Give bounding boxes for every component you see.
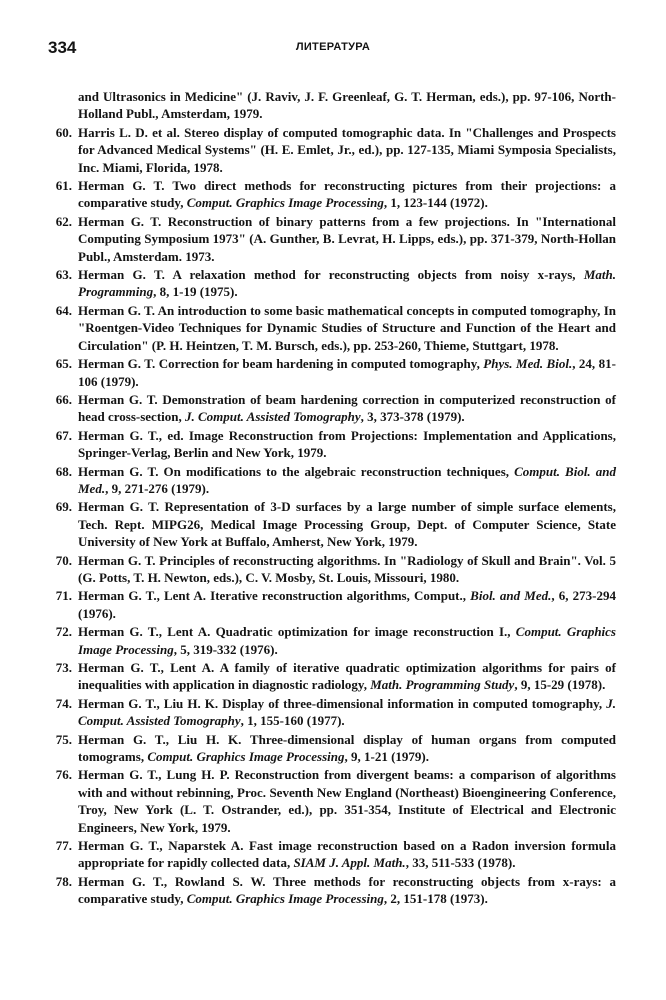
reference-segment: Herman G. T., Liu H. K. Three-dimensional display of human organs from computed tomograms, — [78, 731, 616, 765]
reference-segment: Herman G. T., Lent A. Quadratic optimization for image reconstruction I., — [78, 624, 516, 640]
reference-segment: Herman G. T., Rowland S. W. Three methods for reconstructing objects from x-rays: a comparative study, — [78, 873, 616, 907]
reference-item — [48, 587, 616, 622]
reference-journal: Math. Programming Study — [370, 677, 515, 693]
reference-text — [78, 427, 616, 462]
reference-journal: Comput. Graphics Image Processing — [78, 624, 616, 657]
running-head: ЛИТЕРАТУРА — [295, 41, 371, 53]
reference-segment: , 1, 123-144 (1972). — [383, 195, 488, 211]
reference-number: 61. — [55, 178, 72, 194]
reference-segment: Herman G. T. Two direct methods for reconstructing pictures from their projections: a comparative study, — [78, 178, 616, 211]
reference-segment: , 24, 81-106 (1979). — [78, 356, 616, 389]
reference-number: 65. — [55, 356, 72, 372]
reference-number: 73. — [55, 660, 72, 675]
reference-journal: Comput. Graphics Image Processing — [186, 195, 384, 211]
reference-segment: Herman G. T., Lent A. A family of iterative quadratic optimization algorithms for pairs of inequalities with application in diagnostic radiology, — [78, 660, 616, 693]
reference-segment: Herman G. T. On modifications to the algebraic reconstruction techniques, — [78, 463, 515, 479]
reference-text — [78, 731, 616, 766]
reference-segment: Herman G. T. Correction for beam hardening in computed tomography, — [78, 356, 484, 372]
reference-text — [78, 659, 616, 694]
reference-text — [78, 837, 616, 872]
reference-segment: Herman G. T. Representation of 3-D surfaces by a large number of simple surface elements, Tech. Rept. MIPG26, Medical Image Processing Group, Dept. of Computer Science, State University of New York at Buffalo, Amherst, New York, 1979. — [78, 499, 616, 550]
reference-number: 72. — [55, 624, 72, 640]
reference-number: 78. — [55, 873, 72, 889]
reference-text — [78, 873, 616, 908]
reference-journal: Phys. Med. Biol. — [483, 356, 573, 372]
reference-journal: Math. Programming — [78, 267, 616, 300]
reference-text — [78, 266, 616, 301]
reference-segment: Herman G. T. A relaxation method for reconstructing objects from noisy x-rays, — [78, 267, 584, 283]
reference-segment: Herman G. T., Liu H. K. Display of three-dimensional information in computed tomography, — [78, 695, 607, 711]
reference-text — [78, 498, 616, 550]
reference-segment: Herman G. T. Reconstruction of binary patterns from a few projections. In "International Computing Symposium 1973" (A. Gunther, B. Levrat, H. Lipps, eds.), pp. 371-379, North-Hollan Publ., Amsterdam. 1973. — [78, 213, 616, 264]
reference-segment: Herman G. T. Principles of reconstructing algorithms. In "Radiology of Skull and Brain". Vol. 5 (G. Potts, T. H. Newton, eds.), C. V. Mosby, St. Louis, Missouri, 1980. — [78, 552, 616, 585]
reference-item — [48, 873, 616, 908]
reference-item — [48, 355, 616, 390]
reference-segment: , 8, 1-19 (1975). — [153, 284, 238, 300]
reference-segment: , 33, 511-533 (1978). — [405, 855, 516, 871]
reference-segment: , 9, 271-276 (1979). — [105, 480, 210, 496]
reference-item — [48, 177, 616, 212]
reference-segment: Herman G. T. An introduction to some basic mathematical concepts in computed tomography, In "Roentgen-Video Techniques for Dynamic Studies of Structure and Function of the Heart and Circulation" (P. H. Heintzen, T. M. Bursch, eds.), pp. 253-260, Thieme, Stuttgart, 1978. — [78, 302, 616, 353]
reference-journal: Comput. Biol. and Med. — [78, 463, 616, 496]
reference-segment: Herman G. T., Naparstek A. Fast image reconstruction based on a Radon inversion formula appropriate for rapidly collected data, — [78, 838, 616, 871]
reference-segment: , 6, 273-294 (1976). — [78, 588, 616, 621]
reference-text — [78, 766, 616, 836]
reference-text — [78, 623, 616, 658]
reference-continuation — [48, 88, 616, 123]
reference-list — [48, 88, 616, 909]
reference-item — [48, 498, 616, 550]
reference-number: 77. — [55, 838, 72, 854]
reference-text — [78, 124, 616, 176]
reference-item — [48, 302, 616, 354]
reference-number: 60. — [55, 124, 72, 140]
reference-number: 62. — [55, 213, 72, 229]
reference-item — [48, 837, 616, 872]
reference-journal: Biol. and Med. — [470, 588, 552, 604]
page-header — [0, 38, 666, 64]
reference-text — [78, 177, 616, 212]
reference-segment: , 9, 1-21 (1979). — [344, 749, 430, 765]
reference-item — [48, 391, 616, 426]
reference-segment: , 3, 373-378 (1979). — [360, 409, 465, 425]
reference-text — [78, 552, 616, 587]
reference-number: 74. — [55, 695, 72, 711]
reference-number: 75. — [55, 731, 72, 747]
reference-item — [48, 463, 616, 498]
reference-item — [48, 427, 616, 462]
reference-journal: Comput. Graphics Image Processing — [186, 891, 384, 907]
page-number: 334 — [48, 38, 77, 57]
reference-segment: , 9, 15-29 (1978). — [514, 677, 606, 693]
reference-segment: Herman G. T., Lung H. P. Reconstruction from divergent beams: a comparison of algorithms with and without rebinning, Proc. Seventh New England (Northeast) Bioengineering Conference, Troy, New York (L. T. Ostrander, ed.), pp. 351-354, Institute of Electrical and Electronic Engineers, New York, 1979. — [78, 767, 616, 835]
reference-segment: , 2, 151-178 (1973). — [383, 891, 488, 907]
reference-item — [48, 623, 616, 658]
reference-number: 70. — [55, 552, 72, 568]
reference-text — [78, 587, 616, 622]
reference-number: 68. — [55, 463, 72, 479]
reference-number: 63. — [55, 267, 72, 283]
reference-segment: Herman G. T., Lent A. Iterative reconstruction algorithms, Comput., — [78, 588, 471, 604]
reference-text — [78, 391, 616, 426]
reference-item — [48, 266, 616, 301]
reference-item — [48, 552, 616, 587]
reference-text — [78, 355, 616, 390]
reference-number: 64. — [55, 302, 72, 318]
reference-item — [48, 659, 616, 694]
reference-journal: J. Comput. Assisted Tomography — [185, 409, 361, 425]
reference-journal: SIAM J. Appl. Math. — [293, 855, 406, 871]
reference-number: 76. — [55, 767, 72, 783]
reference-journal: Comput. Graphics Image Processing — [147, 749, 345, 765]
reference-segment: Herman G. T. Demonstration of beam hardening correction in computerized reconstruction of head cross-section, — [78, 391, 616, 425]
reference-item — [48, 695, 616, 730]
reference-item — [48, 731, 616, 766]
reference-text — [78, 88, 616, 123]
reference-number: 66. — [55, 391, 72, 407]
reference-text — [78, 463, 616, 498]
reference-text — [78, 213, 616, 265]
reference-number: 69. — [55, 499, 72, 515]
reference-item — [48, 766, 616, 836]
reference-item — [48, 124, 616, 176]
reference-number: 67. — [55, 427, 72, 443]
reference-text — [78, 695, 616, 730]
reference-segment: and Ultrasonics in Medicine" (J. Raviv, J. F. Greenleaf, G. T. Herman, eds.), pp. 97-106, North-Holland Publ., Amsterdam, 1979. — [78, 89, 616, 122]
reference-segment: , 5, 319-332 (1976). — [173, 641, 278, 657]
reference-segment: Harris L. D. et al. Stereo display of computed tomographic data. In "Challenges and Prospects for Advanced Medical Systems" (H. E. Emlet, Jr., ed.), pp. 127-135, Miami Symposia Specialists, Inc. Miami, Florida, 1978. — [78, 124, 616, 175]
reference-segment: Herman G. T., ed. Image Reconstruction from Projections: Implementation and Applications, Springer-Verlag, Berlin and New York, 1979. — [78, 427, 616, 461]
reference-journal: J. Comput. Assisted Tomography — [78, 695, 616, 729]
reference-segment: , 1, 155-160 (1977). — [240, 713, 345, 729]
reference-text — [78, 302, 616, 354]
reference-number: 71. — [55, 588, 72, 604]
reference-item — [48, 213, 616, 265]
